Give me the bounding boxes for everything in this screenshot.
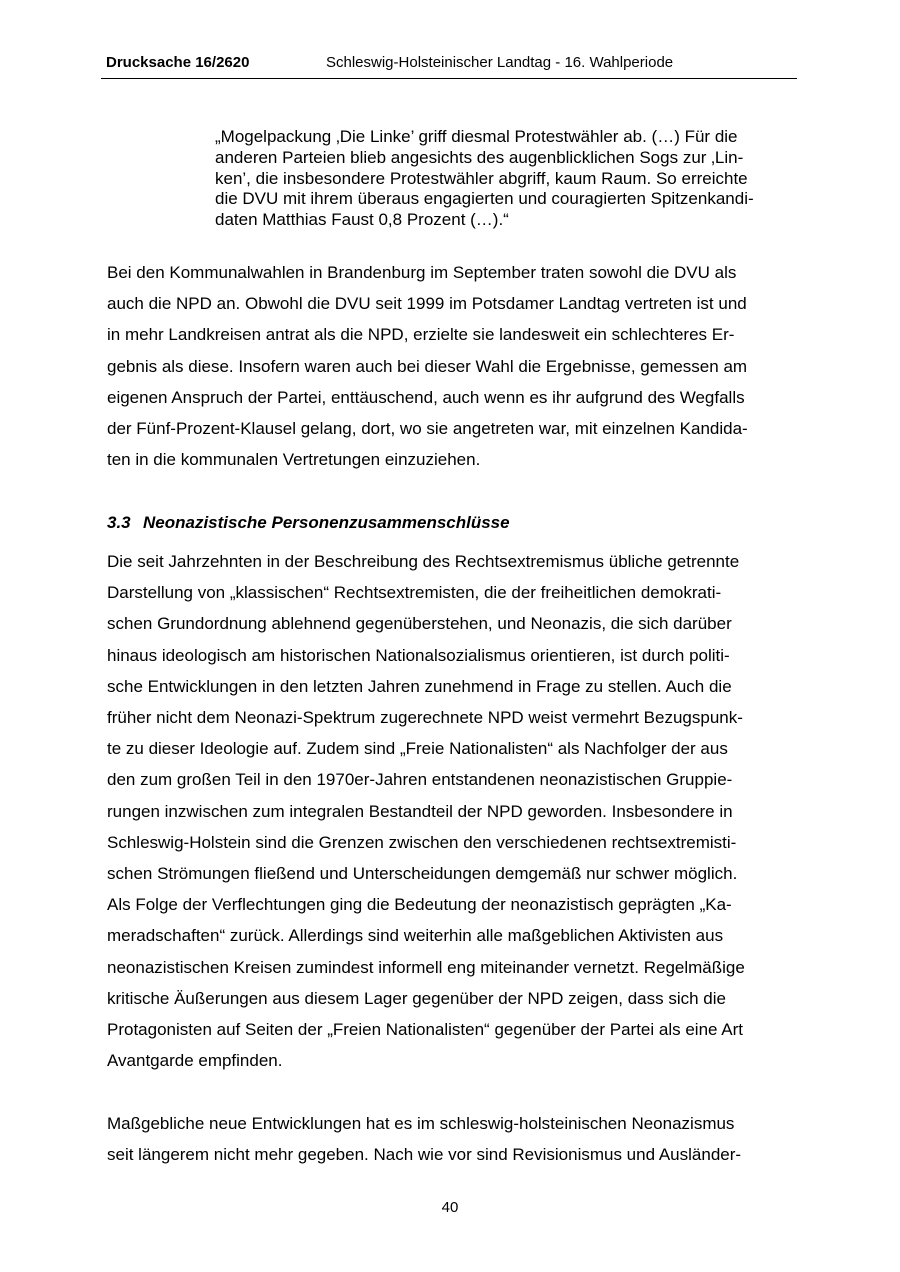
paragraph-line: der Fünf-Prozent-Klausel gelang, dort, wo sie angetreten war, mit einzelnen Kandida- <box>107 419 748 439</box>
quote-line: ken’, die insbesondere Protestwähler abgriff, kaum Raum. So erreichte <box>215 168 748 188</box>
quote-line: anderen Parteien blieb angesichts des augenblicklichen Sogs zur ‚Lin- <box>215 147 744 167</box>
paragraph-developments <box>107 1108 741 1170</box>
paragraph-line: Avantgarde empfinden. <box>107 1051 283 1071</box>
paragraph-line: den zum großen Teil in den 1970er-Jahren entstandenen neonazistischen Gruppie- <box>107 770 733 790</box>
paragraph-line: eigenen Anspruch der Partei, enttäuschend, auch wenn es ihr aufgrund des Wegfalls <box>107 387 745 407</box>
paragraph-line: in mehr Landkreisen antrat als die NPD, erzielte sie landesweit ein schlechteres Er- <box>107 325 735 345</box>
paragraph-brandenburg-elections <box>107 257 748 475</box>
page-number: 40 <box>441 1199 459 1216</box>
document-number: Drucksache 16/2620 <box>106 54 250 71</box>
paragraph-line: Die seit Jahrzehnten in der Beschreibung des Rechtsextremismus übliche getrennte <box>107 552 740 571</box>
paragraph-line: hinaus ideologisch am historischen Nationalsozialismus orientieren, ist durch politi- <box>107 645 730 665</box>
section-heading <box>107 513 510 533</box>
paragraph-line: ten in die kommunalen Vertretungen einzuziehen. <box>107 450 481 470</box>
paragraph-neonazi-groups <box>107 546 745 1076</box>
paragraph-line: auch die NPD an. Obwohl die DVU seit 1999 im Potsdamer Landtag vertreten ist und <box>107 294 747 314</box>
section-number: 3.3 <box>107 513 131 532</box>
quote-line: daten Matthias Faust 0,8 Prozent (…).“ <box>215 210 509 230</box>
paragraph-line: neonazistischen Kreisen zumindest informell eng miteinander vernetzt. Regelmäßige <box>107 957 745 977</box>
paragraph-line: Maßgebliche neue Entwicklungen hat es im schleswig-holsteinischen Neonazismus <box>107 1114 735 1133</box>
paragraph-line: früher nicht dem Neonazi-Spektrum zugerechnete NPD weist vermehrt Bezugspunk- <box>107 708 743 728</box>
block-quote <box>215 127 754 231</box>
paragraph-line: Schleswig-Holstein sind die Grenzen zwischen den verschiedenen rechtsextremisti- <box>107 832 737 852</box>
paragraph-line: Als Folge der Verflechtungen ging die Bedeutung der neonazistisch geprägten „Ka- <box>107 895 732 915</box>
paragraph-line: sche Entwicklungen in den letzten Jahren zunehmend in Frage zu stellen. Auch die <box>107 676 732 696</box>
paragraph-line: kritische Äußerungen aus diesem Lager gegenüber der NPD zeigen, dass sich die <box>107 988 726 1008</box>
paragraph-line: meradschaften“ zurück. Allerdings sind weiterhin alle maßgeblichen Aktivisten aus <box>107 926 724 946</box>
quote-line: die DVU mit ihrem überaus engagierten und couragierten Spitzenkandi- <box>215 189 754 209</box>
quote-line: „Mogelpackung ‚Die Linke’ griff diesmal Protestwähler ab. (…) Für die <box>215 127 738 146</box>
paragraph-line: rungen inzwischen zum integralen Bestandteil der NPD geworden. Insbesondere in <box>107 801 733 821</box>
paragraph-line: gebnis als diese. Insofern waren auch bei dieser Wahl die Ergebnisse, gemessen am <box>107 356 748 376</box>
paragraph-line: schen Grundordnung ablehnend gegenüberstehen, und Neonazis, die sich darüber <box>107 614 732 634</box>
parliament-period: Schleswig-Holsteinischer Landtag - 16. Wahlperiode <box>326 54 674 71</box>
paragraph-line: schen Strömungen fließend und Unterscheidungen demgemäß nur schwer möglich. <box>107 864 738 884</box>
paragraph-line: Darstellung von „klassischen“ Rechtsextremisten, die der freiheitlichen demokrati- <box>107 583 722 603</box>
paragraph-line: te zu dieser Ideologie auf. Zudem sind „Freie Nationalisten“ als Nachfolger der aus <box>107 739 728 759</box>
section-title: Neonazistische Personenzusammenschlüsse <box>143 513 510 532</box>
paragraph-line: seit längerem nicht mehr gegeben. Nach wie vor sind Revisionismus und Ausländer- <box>107 1145 742 1165</box>
page-header <box>101 48 797 79</box>
paragraph-line: Bei den Kommunalwahlen in Brandenburg im September traten sowohl die DVU als <box>107 263 737 282</box>
paragraph-line: Protagonisten auf Seiten der „Freien Nationalisten“ gegenüber der Partei als eine Art <box>107 1020 743 1040</box>
